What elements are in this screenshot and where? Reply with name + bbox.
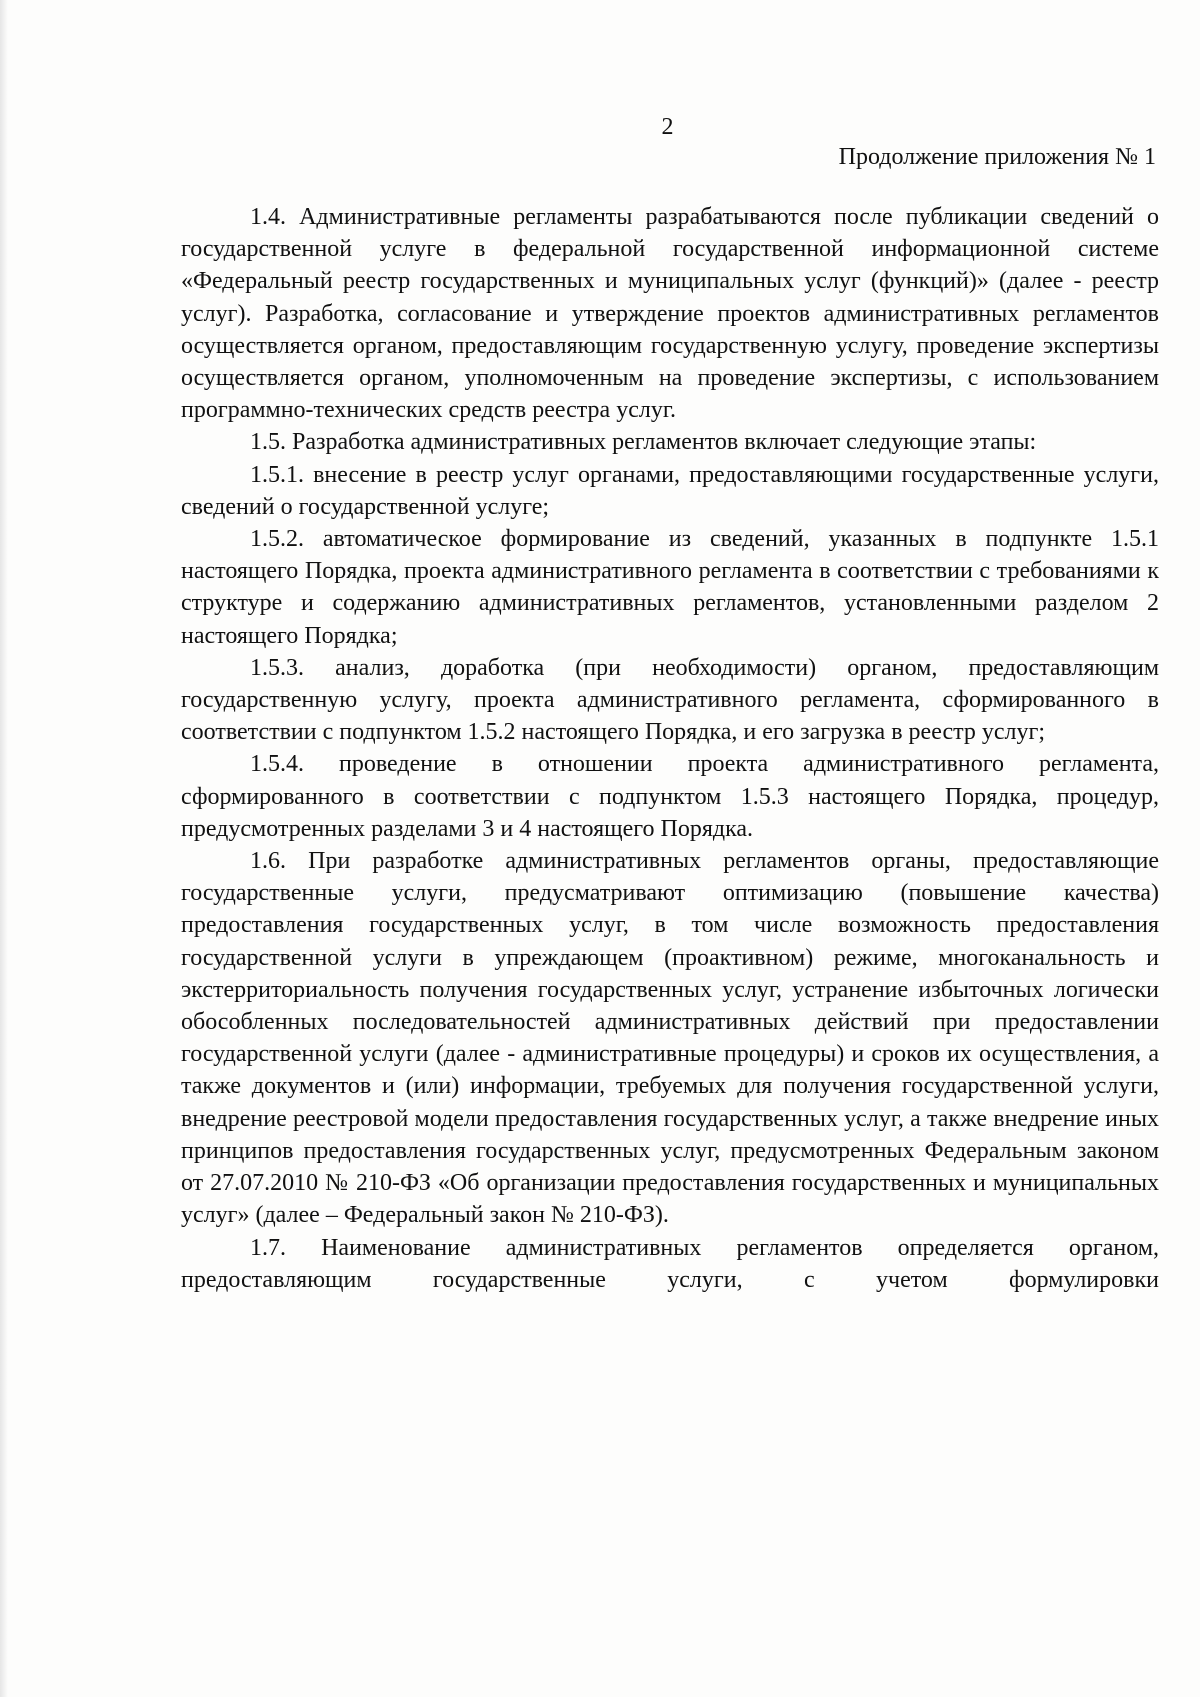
- appendix-note: Продолжение приложения № 1: [838, 144, 1156, 170]
- paragraph-1-7: 1.7. Наименование административных регламентов определяется органом, предоставляющим государственные услуги, с учетом формулировки: [181, 1234, 1159, 1293]
- paragraph-1-5-3: 1.5.3. анализ, доработка (при необходимости) органом, предоставляющим государственную услугу, проекта административного регламента, сформированного в соответствии с подпунктом 1.5.2 настоящего Порядка, и его загрузка в реестр услуг;: [181, 654, 1159, 746]
- scan-edge: [0, 0, 8, 1697]
- paragraph-1-4: 1.4. Административные регламенты разрабатываются после публикации сведений о государственной услуге в федеральной государственной информационной системе «Федеральный реестр государственных и муниципальных услуг (функций)» (далее - реестр услуг). Разработка, согласование и утверждение проектов административных регламентов осуществляется органом, предоставляющим государственную услугу, проведение экспертизы осуществляется органом, уполномоченным на проведение экспертизы, с использованием программно-технических средств реестра услуг.: [181, 204, 1159, 424]
- paragraph-1-5-2: 1.5.2. автоматическое формирование из сведений, указанных в подпункте 1.5.1 настоящего Порядка, проекта административного регламента в соответствии с требованиями к структуре и содержанию административных регламентов, установленными разделом 2 настоящего Порядка;: [181, 526, 1159, 649]
- paragraph-1-5-1: 1.5.1. внесение в реестр услуг органами, предоставляющими государственные услуги, сведений о государственной услуге;: [181, 461, 1159, 520]
- paragraph-1-5: 1.5. Разработка административных регламентов включает следующие этапы:: [250, 429, 1037, 456]
- paragraph-1-6: 1.6. При разработке административных регламентов органы, предоставляющие государственные услуги, предусматривают оптимизацию (повышение качества) предоставления государственных услуг, в том числе возможность предоставления государственной услуги в упреждающем (проактивном) режиме, многоканальность и экстерриториальность получения государственных услуг, устранение избыточных логически обособленных последовательностей административных действий при предоставлении государственной услуги (далее - административные процедуры) и сроков их осуществления, а также документов и (или) информации, требуемых для получения государственной услуги, внедрение реестровой модели предоставления государственных услуг, а также внедрение иных принципов предоставления государственных услуг, предусмотренных Федеральным законом от 27.07.2010 № 210-ФЗ «Об организации предоставления государственных и муниципальных услуг» (далее – Федеральный закон № 210-ФЗ).: [181, 848, 1159, 1229]
- document-body: [181, 201, 1159, 1296]
- paragraph-1-5-4: 1.5.4. проведение в отношении проекта административного регламента, сформированного в соответствии с подпунктом 1.5.3 настоящего Порядка, процедур, предусмотренных разделами 3 и 4 настоящего Порядка.: [181, 751, 1159, 842]
- page-number: 2: [661, 114, 674, 140]
